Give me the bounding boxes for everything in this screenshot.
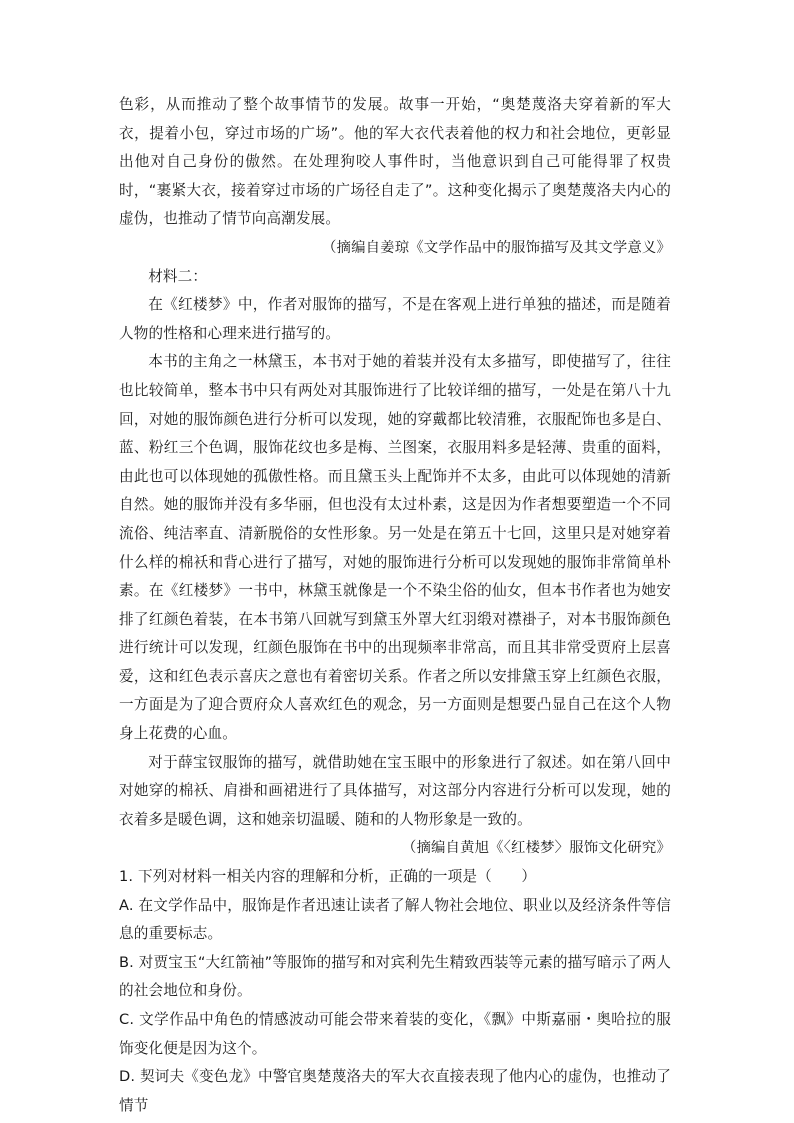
- document-page: [119, 91, 671, 1120]
- material2-title: 材料二：: [148, 267, 208, 285]
- material2-source: （摘编自黄旭《〈红楼梦〉服饰文化研究》: [401, 840, 671, 857]
- material1-tail-paragraph: 色彩，从而推动了整个故事情节的发展。故事一开始，“奥楚蔑洛夫穿着新的军大衣，提着小包，穿过市场的广场”。他的军大衣代表着他的权力和社会地位，更彰显出他对自己身份的傲然。在处理狗咬人事件时，当他意识到自己可能得罪了权贵时，“裹紧大衣，接着穿过市场的广场径自走了”。这种变化揭示了奥楚蔑洛夫内心的虚伪，也推动了情节向高潮发展。: [119, 96, 671, 228]
- question-1-stem: 1. 下列对材料一相关内容的理解和分析，正确的一项是（ ）: [119, 868, 537, 886]
- question-1-option-b: B. 对贾宝玉“大红箭袖”等服饰的描写和对宾利先生精致西装等元素的描写暗示了两人的社会地位和身份。: [119, 953, 671, 1000]
- material1-source: （摘编自姜琼《文学作品中的服饰描写及其文学意义》: [322, 239, 671, 256]
- material2-paragraph-3: 对于薛宝钗服饰的描写，就借助她在宝玉眼中的形象进行了叙述。如在第八回中对她穿的棉袄、肩褂和画裙进行了具体描写，对这部分内容进行分析可以发现，她的衣着多是暖色调，这和她亲切温暖、随和的人物形象是一致的。: [119, 753, 671, 828]
- question-1-option-c: C. 文学作品中角色的情感波动可能会带来着装的变化，《飘》中斯嘉丽・奥哈拉的服饰变化便是因为这个。: [119, 1011, 671, 1057]
- question-1-option-a: A. 在文学作品中，服饰是作者迅速让读者了解人物社会地位、职业以及经济条件等信息的重要标志。: [119, 896, 671, 943]
- question-1-option-d: D. 契诃夫《变色龙》中警官奥楚蔑洛夫的军大衣直接表现了他内心的虚伪，也推动了情节: [119, 1068, 671, 1114]
- material2-paragraph-1: 在《红楼梦》中，作者对服饰的描写，不是在客观上进行单独的描述，而是随着人物的性格和心理来进行描写的。: [119, 296, 671, 342]
- material2-paragraph-2: 本书的主角之一林黛玉，本书对于她的着装并没有太多描写，即使描写了，往往也比较简单，整本书中只有两处对其服饰进行了比较详细的描写，一处是在第八十九回，对她的服饰颜色进行分析可以发现，她的穿戴都比较清雅，衣服配饰也多是白、蓝、粉红三个色调，服饰花纹也多是梅、兰图案，衣服用料多是轻薄、贵重的面料，由此也可以体现她的孤傲性格。而且黛玉头上配饰并不太多，由此可以体现她的清新自然。她的服饰并没有多华丽，但也没有太过朴素，这是因为作者想要塑造一个不同流俗、纯洁率直、清新脱俗的女性形象。另一处是在第五十七回，这里只是对她穿着什么样的棉袄和背心进行了描写，对她的服饰进行分析可以发现她的服饰非常简单朴素。在《红楼梦》一书中，林黛玉就像是一个不染尘俗的仙女，但本书作者也为她安排了红颜色着装，在本书第八回就写到黛玉外罩大红羽缎对襟褂子，对本书服饰颜色进行统计可以发现，红颜色服饰在书中的出现频率非常高，而且其非常受贾府上层喜爱，这和红色表示喜庆之意也有着密切关系。作者之所以安排黛玉穿上红颜色衣服，一方面是为了迎合贾府众人喜欢红色的观念，另一方面则是想要凸显自己在这个人物身上花费的心血。: [119, 353, 671, 743]
